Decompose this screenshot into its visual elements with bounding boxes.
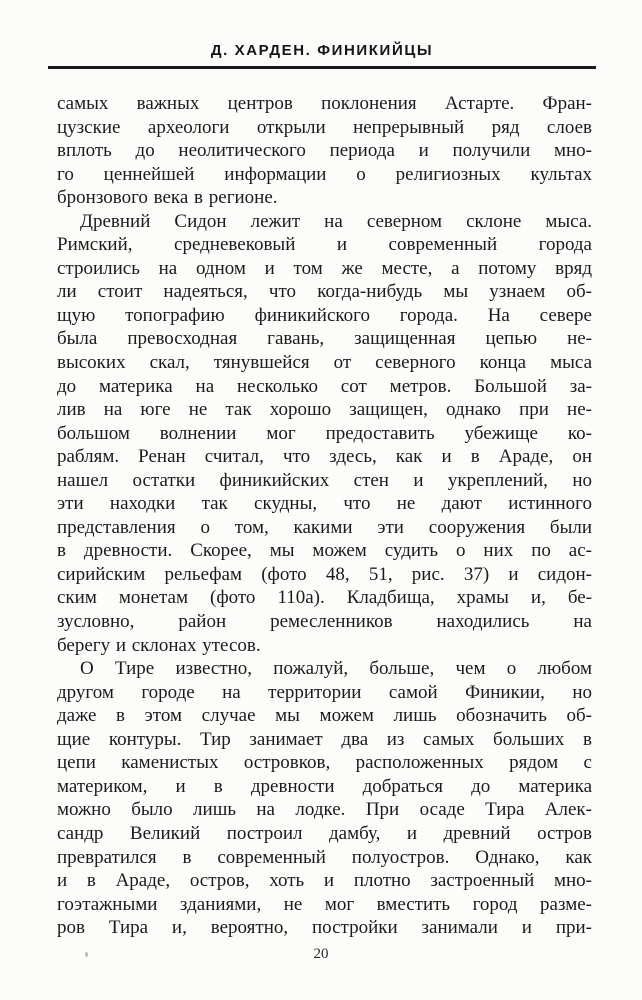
text-line: высоких скал, тянувшейся от северного конца мыса (57, 352, 592, 374)
text-line: щую топографию финикийского города. На севере (57, 304, 592, 326)
text-line: раблям. Ренан считал, что здесь, как и в Араде, он (57, 446, 592, 468)
text-line: строились на одном и том же месте, а потому вряд (57, 257, 592, 279)
text-line: щие контуры. Тир занимает два из самых больших в (57, 728, 592, 750)
text-line: цепи каменистых островков, расположенных рядом с (57, 752, 592, 774)
running-header (48, 42, 596, 69)
text-line: лив на юге не так хорошо защищен, однако при не- (57, 399, 592, 421)
header-rule (48, 66, 596, 69)
text-line: цузские археологи открыли непрерывный ряд слоев (57, 116, 592, 138)
text-line: го ценнейшей информации о религиозных культах (57, 163, 592, 185)
text-line: превратился в современный полуостров. Однако, как (57, 846, 592, 868)
text-line: можно было лишь на лодке. При осаде Тира Алек- (57, 799, 592, 821)
text-line: Древний Сидон лежит на северном склоне мыса. (80, 210, 592, 232)
text-line: была превосходная гавань, защищенная цепью не- (57, 328, 592, 350)
text-line: другом городе на территории самой Финикии, но (57, 681, 592, 703)
text-line: большом волнении мог предоставить убежище ко- (57, 422, 592, 444)
text-line: материком, и в древности добраться до материка (57, 775, 592, 797)
text-line: ским монетам (фото 110а). Кладбища, храмы и, бе- (57, 587, 592, 609)
text-line: представления о том, какими эти сооружения были (57, 516, 592, 538)
text-line: до материка на несколько сот метров. Большой за- (57, 375, 592, 397)
page-number: 20 (313, 946, 329, 962)
text-line: берегу и склонах утесов. (57, 634, 261, 656)
text-line: ли стоит надеяться, что когда-нибудь мы узнаем об- (57, 281, 592, 303)
text-line: сандр Великий построил дамбу, и древний остров (57, 822, 592, 844)
text-line: эти находки так скудны, что не дают истинного (57, 493, 592, 515)
text-line: бронзового века в регионе. (57, 187, 278, 209)
text-line: гоэтажными зданиями, не мог вместить город разме- (57, 893, 592, 915)
text-line: О Тире известно, пожалуй, больше, чем о любом (80, 658, 592, 680)
text-line: даже в этом случае мы можем лишь обозначить об- (57, 705, 592, 727)
text-line: и в Араде, остров, хоть и плотно застроенный мно- (57, 870, 592, 892)
header-title: Д. ХАРДЕН. ФИНИКИЙЦЫ (210, 42, 434, 59)
body-text (57, 92, 592, 940)
text-line: Римский, средневековый и современный города (57, 234, 592, 256)
text-line: ров Тира и, вероятно, постройки занимали и при- (57, 917, 592, 939)
text-line: нашел остатки финикийских стен и укреплений, но (57, 469, 592, 491)
text-line: вплоть до неолитического периода и получили мно- (57, 140, 592, 162)
text-line: самых важных центров поклонения Астарте. Фран- (57, 93, 592, 114)
text-line: сирийским рельефам (фото 48, 51, рис. 37) и сидон- (57, 563, 592, 585)
text-line: в древности. Скорее, мы можем судить о них по ас- (57, 540, 592, 562)
text-line: зусловно, район ремесленников находились на (57, 611, 592, 633)
